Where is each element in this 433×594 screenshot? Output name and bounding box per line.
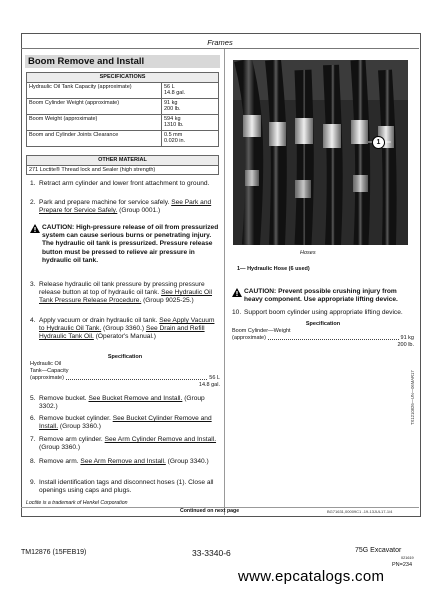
pn-number: PN=234 [392, 562, 413, 568]
link-drain-refill[interactable]: See Drain and Refill Hydraulic Tank Oil. [39, 325, 205, 341]
watermark-url[interactable]: www.epcatalogs.com [238, 568, 385, 585]
photo-caption: Hoses [300, 250, 316, 256]
table-row: Boom and Cylinder Joints Clearance 0.5 mm 0.020 in. [27, 130, 219, 146]
warning-icon [30, 224, 40, 233]
other-material-table [26, 155, 219, 175]
callout-1: 1 [372, 136, 385, 149]
link-bucket-remove[interactable]: See Bucket Remove and Install. [88, 395, 183, 402]
footer-date: 021619 [401, 556, 414, 560]
hoses-photo [233, 60, 408, 245]
trademark-note: Loctite is a trademark of Henkel Corporation [26, 500, 128, 506]
link-pressure-release[interactable]: See Hydraulic Oil Tank Pressure Release Procedure. [39, 289, 213, 305]
continued-note: Continued on next page [180, 508, 240, 514]
specifications-table [26, 72, 219, 147]
model-name: 75G Excavator [355, 547, 402, 554]
figure-code: TX1210826—UN—06MAR17 [410, 370, 415, 425]
link-apply-vacuum[interactable]: See Apply Vacuum to Hydraulic Oil Tank. [39, 317, 215, 333]
header-rule [21, 48, 419, 49]
link-arm-cylinder[interactable]: See Arm Cylinder Remove and Install. [104, 436, 217, 443]
spec-oil-tank: Specification Hydraulic Oil Tank—Capacity (approximate) 56 L 14.8 gal. [30, 354, 220, 388]
table-row: Boom Cylinder Weight (approximate) 91 kg 200 lb. [27, 98, 219, 114]
specifications-heading: SPECIFICATIONS [27, 73, 219, 83]
document-code: BG71631,00009C1 -19-13JUL17-1/4 [327, 509, 393, 514]
page-number: 33-3340-6 [192, 548, 231, 558]
spec-boom-cylinder: Specification Boom Cylinder—Weight (approximate) 91 kg 200 lb. [232, 321, 414, 348]
column-divider [224, 49, 225, 515]
other-material-heading: OTHER MATERIAL [27, 156, 219, 166]
table-row: Hydraulic Oil Tank Capacity (approximate) 56 L 14.8 gal. [27, 82, 219, 98]
material-item: 271 Loctite® Thread lock and Sealer (high strength) [27, 165, 219, 175]
manual-number: TM12876 (15FEB19) [21, 549, 87, 556]
link-arm-remove[interactable]: See Arm Remove and Install. [80, 458, 166, 465]
warning-icon [232, 288, 242, 297]
link-park-prepare[interactable]: See Park and Prepare for Service Safely. [39, 199, 212, 215]
photo-legend: 1— Hydraulic Hose (6 used) [237, 266, 310, 272]
hoses-illustration [233, 60, 408, 245]
table-row: Boom Weight (approximate) 594 kg 1310 lb. [27, 114, 219, 130]
section-header: Frames [207, 38, 233, 47]
link-bucket-cylinder[interactable]: See Bucket Cylinder Remove and Install. [39, 415, 212, 431]
procedure-title: Boom Remove and Install [25, 55, 220, 68]
